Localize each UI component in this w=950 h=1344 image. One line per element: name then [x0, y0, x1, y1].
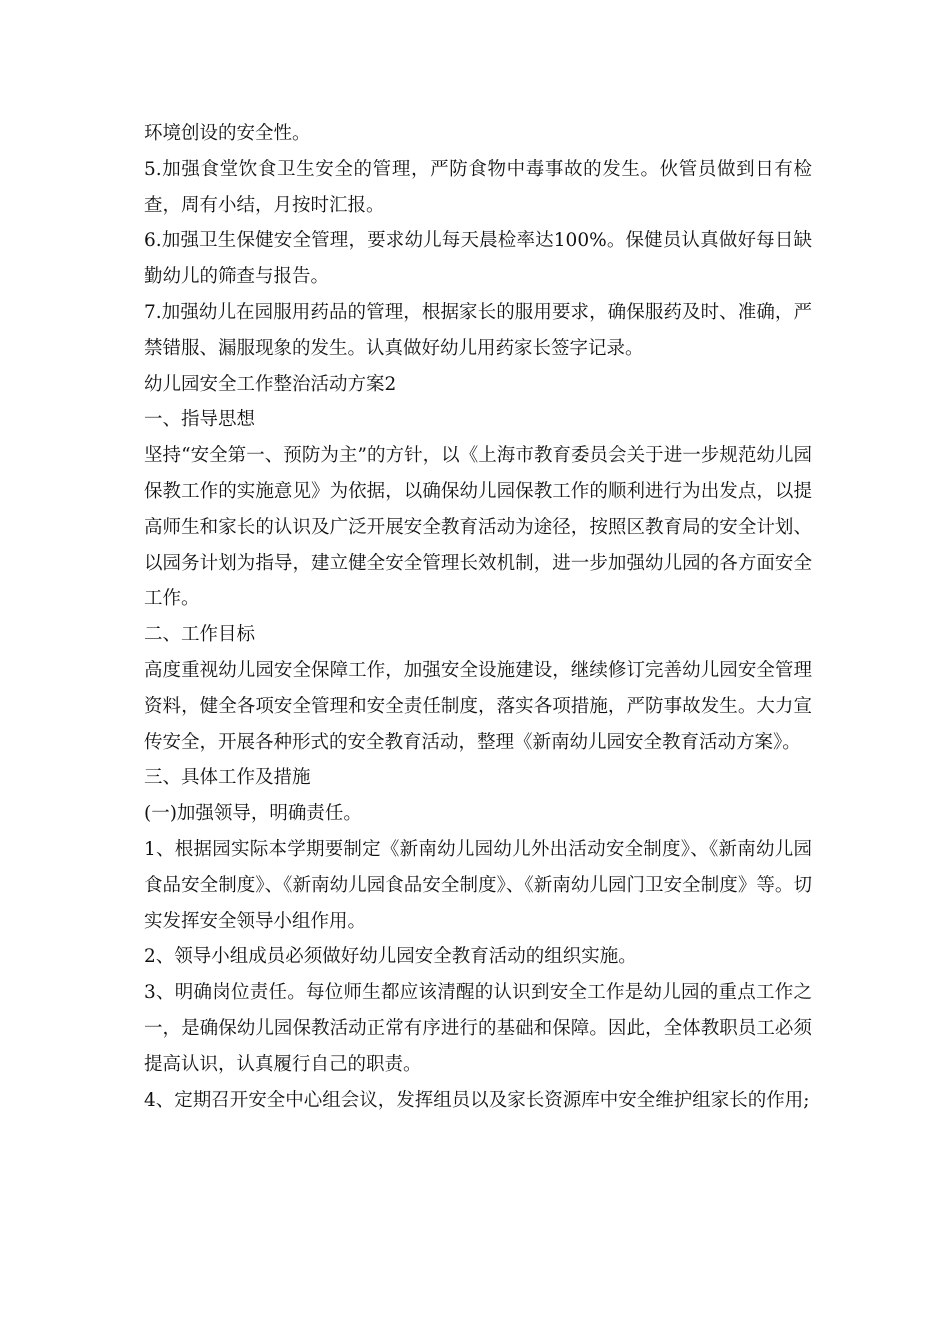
paragraph-work-goals: 高度重视幼儿园安全保障工作，加强安全设施建设，继续修订完善幼儿园安全管理资料，健全各项安全管理和安全责任制度，落实各项措施，严防事故发生。大力宣传安全，开展各种形式的安全教育活动，整理《新南幼儿园安全教育活动方案》。: [144, 659, 812, 753]
heading-guiding-thought: 一、指导思想: [144, 409, 256, 431]
heading-work-goals: 二、工作目标: [144, 624, 256, 646]
paragraph-measure-4: 4、定期召开安全中心组会议，发挥组员以及家长资源库中安全维护组家长的作用;: [144, 1089, 810, 1111]
paragraph-item-7: 7.加强幼儿在园服用药品的管理，根据家长的服用要求，确保服药及时、准确，严禁错服、漏服现象的发生。认真做好幼儿用药家长签字记录。: [144, 301, 812, 359]
document-page: [144, 116, 812, 1118]
paragraph-measure-3: 3、明确岗位责任。每位师生都应该清醒的认识到安全工作是幼儿园的重点工作之一，是确保幼儿园保教活动正常有序进行的基础和保障。因此，全体教职员工必须提高认识，认真履行自己的职责。: [144, 982, 812, 1075]
paragraph-guiding-thought: 坚持“安全第一、预防为主”的方针，以《上海市教育委员会关于进一步规范幼儿园保教工作的实施意见》为依据，以确保幼儿园保教工作的顺利进行为出发点，以提高师生和家长的认识及广泛开展安全教育活动为途径，按照区教育局的安全计划、以园务计划为指导，建立健全安全管理长效机制，进一步加强幼儿园的各方面安全工作。: [144, 445, 812, 610]
paragraph-env-safety: 环境创设的安全性。: [144, 123, 311, 144]
paragraph-item-5: 5.加强食堂饮食卫生安全的管理，严防食物中毒事故的发生。伙管员做到日有检查，周有小结，月按时汇报。: [144, 158, 812, 216]
subheading-leadership: (一)加强领导，明确责任。: [144, 803, 362, 825]
section-title-plan-2: 幼儿园安全工作整治活动方案2: [144, 373, 397, 395]
paragraph-item-6: 6.加强卫生保健安全管理，要求幼儿每天晨检率达100%。保健员认真做好每日缺勤幼儿的筛查与报告。: [144, 230, 812, 288]
paragraph-measure-2: 2、领导小组成员必须做好幼儿园安全教育活动的组织实施。: [144, 946, 637, 968]
heading-specific-measures: 三、具体工作及措施: [144, 767, 311, 789]
paragraph-measure-1: 1、根据园实际本学期要制定《新南幼儿园幼儿外出活动安全制度》、《新南幼儿园食品安全制度》、《新南幼儿园食品安全制度》、《新南幼儿园门卫安全制度》等。切实发挥安全领导小组作用。: [144, 838, 812, 932]
